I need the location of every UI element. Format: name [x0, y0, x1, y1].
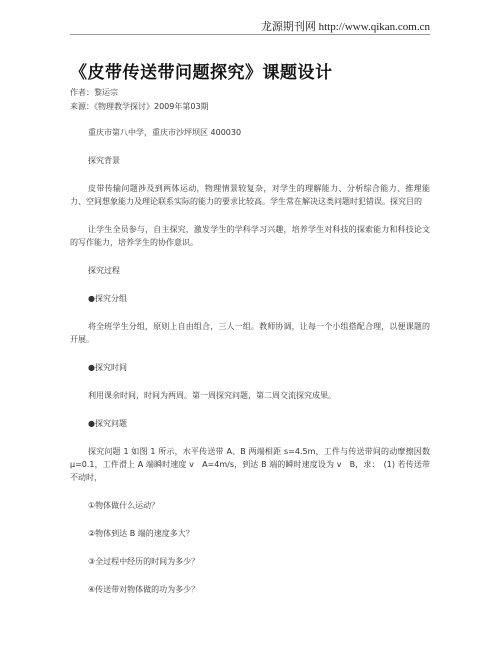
paragraph-grouping: 将全班学生分组，原则上自由组合，三人一组。教师协调，让每一个小组搭配合理，以便课题的开展。 [70, 322, 430, 344]
paragraph-problem-1: 探究问题 1 如图 1 所示，水平传送带 A、B 两端相距 s=4.5m，工件与传送带间的动摩擦因数 μ=0.1，工件滑上 A 端瞬时速度 v A=4m/s，到达 B 端的瞬时速度设为 v B，求： (1) 若传送带不动时， [70, 447, 430, 482]
question-3: ③全过程中经历的时间为多少？ [88, 557, 200, 566]
paragraph-background: 皮带传输问题涉及到两体运动，物理情景较复杂，对学生的理解能力、分析综合能力、推理能力、空间想象能力及理论联系实际的能力的要求比较高。学生常在解决这类问题时犯错误。探究目的 [70, 184, 430, 206]
paragraph-time: 利用课余时间，时间为两周。第一周探究问题，第二周交流探究成果。 [88, 391, 336, 400]
header-divider [70, 34, 430, 35]
article-body [70, 126, 430, 611]
article-source: 来源：《物理教学探讨》2009年第03期 [70, 102, 209, 111]
site-header: 龙源期刊网 http://www.qikan.com.cn [260, 21, 430, 33]
paragraph-affiliation: 重庆市第八中学，重庆市沙坪坝区 400030 [88, 128, 242, 137]
article-title: 《皮带传送带问题探究》课题设计 [70, 63, 333, 83]
heading-grouping: ●探究分组 [88, 294, 127, 303]
heading-process: 探究过程 [88, 266, 120, 275]
question-1: ①物体做什么运动？ [88, 501, 160, 510]
question-2: ②物体到达 B 端的速度多大？ [88, 529, 194, 538]
paragraph-purpose: 让学生全员参与，自主探究，激发学生的学科学习兴趣，培养学生对科技的探索能力和科技论文的写作能力，培养学生的协作意识。 [70, 225, 430, 247]
heading-background: 探究背景 [88, 156, 120, 165]
question-4: ④传送带对物体做的功为多少？ [88, 585, 200, 594]
heading-time: ●探究时间 [88, 363, 127, 372]
article-author: 作者：黎运宗 [70, 88, 118, 97]
heading-problem: ●探究问题 [88, 419, 127, 428]
